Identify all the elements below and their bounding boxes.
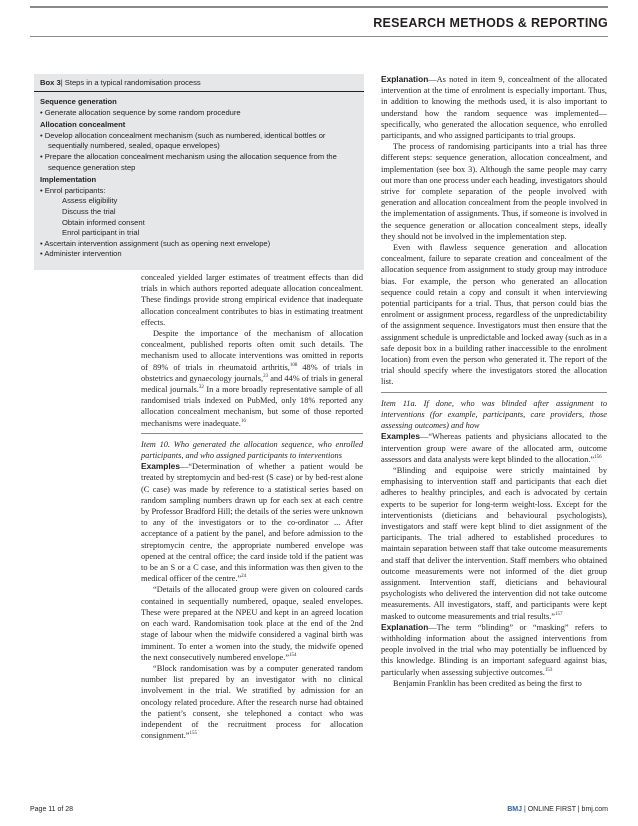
paragraph: Even with flawless sequence generation and allocation concealment, failure to separate creation and concealment of the allocation sequence from assignment to study group may introduce bias. For example, the person who generated an allocation sequence could retain a copy and consult it when interviewing potential participants for a trial. Thus, that person could bias the enrolment or assignment process, regardless of the unpredictability of the assignment sequence. Investigators must then ensure that the assignment schedule is unpredictable and locked away (such as in a safe deposit box in a building rather inaccessible to the enrolment location) from even the person who generated it. The report of the trial should specify where the investigators stored the allocation list. bbox=[381, 243, 607, 387]
text-run: —As noted in item 9, concealment of the allocated intervention at the time of enrolment is especially important. Thus, in addition to knowing the methods used, it is also important to understand how the random sequence was implemented—specifically, who generated the allocation sequence, who enrolled participants, and who assigned participants to trial groups. bbox=[381, 75, 607, 141]
footer-brand-line bbox=[507, 806, 608, 813]
item-10-heading bbox=[141, 439, 363, 461]
paragraph bbox=[381, 622, 607, 678]
header-bottom-rule bbox=[30, 36, 608, 37]
explanation-label: Explanation bbox=[381, 621, 429, 632]
citation: 154 bbox=[289, 652, 297, 658]
box-conceal-heading: Allocation concealment bbox=[40, 120, 126, 130]
citation: 153 bbox=[544, 667, 553, 673]
box-impl-enrol: • Enrol participants: bbox=[40, 185, 106, 195]
header-top-rule bbox=[30, 6, 608, 8]
right-column bbox=[381, 74, 607, 689]
paragraph bbox=[381, 74, 607, 141]
paragraph: Benjamin Franklin has been credited as being the first to bbox=[393, 678, 582, 688]
text-run: 48% of trials in obstetrics and gynaecology journals, bbox=[141, 362, 363, 383]
citation: 16 bbox=[240, 418, 246, 424]
text-run: “Details of the allocated group were given on coloured cards contained in sequentially numbered, opaque, sealed envelopes. These were prepared at the NPEU and kept in an agreed location on each ward. Randomisation took place at the end of the 2nd stage of labour when the midwife considered a vaginal birth was imminent. To enter a women into the study, the midwife opened the next consecutively numbered envelope.” bbox=[141, 585, 363, 662]
box-conceal-item: • Develop allocation concealment mechanism (such as numbered, identical bottles or sequentially numbered, sealed, opaque envelopes) bbox=[40, 130, 326, 151]
item-11a-text: Item 11a. If done, who was blinded after assignment to interventions (for example, participants, care providers, those assessing outcomes) and how bbox=[381, 398, 607, 431]
paragraph bbox=[141, 461, 363, 584]
paragraph: concealed yielded larger estimates of treatment effects than did trials in which authors reported adequate allocation concealment. These findings provide strong empirical evidence that inadequate allocation concealment contributes to bias in estimating treatment effects. bbox=[141, 273, 363, 327]
box-impl-sub-item: Enrol participant in trial bbox=[62, 228, 140, 238]
text-run: “Block randomisation was by a computer generated random number list prepared by an investigator with no clinical involvement in the trial. We stratified by admission for an oncology related procedure. After the research nurse had obtained the patient’s consent, she telephoned a contact who was independent of the recruitment process for allocation consignment.” bbox=[141, 663, 363, 741]
citation: 23 bbox=[263, 374, 269, 380]
footer-rest: | ONLINE FIRST | bmj.com bbox=[522, 806, 608, 813]
box-3-title-text: | Steps in a typical randomisation process bbox=[60, 78, 201, 87]
box-3-title bbox=[40, 78, 201, 89]
box-seq-item: • Generate allocation sequence by some random procedure bbox=[40, 107, 241, 117]
citation: 108 bbox=[289, 362, 298, 368]
citation: 24 bbox=[241, 574, 247, 580]
examples-label: Examples bbox=[141, 461, 180, 472]
box-3-body bbox=[40, 95, 358, 260]
text-run: —“Determination of whether a patient would be treated by streptomycin and bed-rest (S case) or by bed-rest alone (C case) was made by reference to a statistical series based on random sampling numbers drawn up for each sex at each centre by Professor Bradford Hill; the details of the series were unknown to any of the investigators or to the co-ordinator ... After acceptance of a patient by the panel, and before admission to the streptomycin centre, the appropriate numbered envelope was opened at the central office; the card inside told if the patient was to be an S or a C case, and this information was then given to the medical officer of the centre.” bbox=[141, 462, 363, 584]
item-11a-heading bbox=[381, 398, 607, 432]
box-3-label: Box 3 bbox=[40, 78, 61, 87]
middle-column bbox=[141, 272, 363, 741]
citation: 157 bbox=[555, 611, 563, 617]
citation: 155 bbox=[189, 731, 197, 737]
text-run: Despite the importance of the mechanism of allocation concealment, published reports often omit such details. The mechanism used to allocate interventions was omitted in reports of 89% of trials in rheumatoid arthritis, bbox=[141, 329, 363, 372]
paragraph bbox=[381, 431, 607, 465]
box-3-panel bbox=[34, 74, 364, 270]
paragraph bbox=[141, 584, 363, 662]
box-seq-heading: Sequence generation bbox=[40, 97, 117, 106]
box-impl-heading: Implementation bbox=[40, 175, 97, 185]
box-impl-item: • Administer intervention bbox=[40, 249, 122, 259]
text-run: and 44% of trials in general medical journals. bbox=[141, 373, 363, 395]
text-run: —The term “blinding” or “masking” refers to withholding information about the assigned interventions from people involved in the trial who may potentially be influenced by this knowledge. Blinding is an important safeguard against bias, particularly when assessing subjective outcomes. bbox=[381, 622, 607, 677]
text-run: In a more broadly representative sample of all randomised trials indexed on PubMed, only 18% reported any allocation concealment mechanism, but some of those reported mechanisms were inadequate. bbox=[141, 385, 363, 428]
box-3-rule bbox=[34, 91, 364, 92]
box-conceal-item: • Prepare the allocation concealment mechanism using the allocation sequence from the sequence generation step bbox=[40, 151, 337, 172]
box-impl-sub-item: Obtain informed consent bbox=[62, 217, 145, 227]
text-run: “Blinding and equipoise were strictly maintained by emphasising to intervention staff and participants that each diet adheres to healthy principles, and each is advocated by certain experts to be superior for long-term weight-loss. Except for the interventionists (dieticians and behavioural psychologists), investigators and staff were kept blind to diet assignment of the participants. The trial adhered to established procedures to maintain separation between staff that take outcome measurements and staff that deliver the intervention. Staff members who obtained outcome measurements were not informed of the diet group assignment. Intervention staff, dieticians and behavioural psychologists who delivered the intervention did not take outcome measurements. All investigators, staff, and participants were kept masked to outcome measurements and trial results.” bbox=[381, 465, 607, 621]
box-impl-item: • Ascertain intervention assignment (such as opening next envelope) bbox=[40, 238, 271, 248]
box-impl-sub-item: Discuss the trial bbox=[62, 206, 116, 216]
box-impl-sub-item: Assess eligibility bbox=[62, 196, 118, 206]
text-run: —“Whereas patients and physicians allocated to the intervention group were aware of the allocated arm, outcome assessors and data analysts were kept blinded to the allocation.” bbox=[381, 432, 607, 464]
page-number: Page 11 of 28 bbox=[30, 806, 74, 813]
explanation-label: Explanation bbox=[381, 74, 429, 84]
section-heading: RESEARCH METHODS & REPORTING bbox=[373, 16, 608, 30]
paragraph bbox=[381, 465, 607, 622]
brand-link[interactable]: BMJ bbox=[507, 806, 523, 813]
item-separator bbox=[141, 433, 363, 434]
citation: 32 bbox=[198, 385, 204, 391]
paragraph: The process of randomising participants into a trial has three different steps: sequence generation, allocation concealment, and implementation (see box 3). Although the same people may carry out more than one process under each heading, investigators should strive for complete separation of the people involved with generation and allocation concealment from the people involved in the implementation of assignments. Thus, if someone is involved in the sequence generation or allocation concealment steps, ideally they should not be involved in the implementation step. bbox=[381, 142, 607, 241]
examples-label: Examples bbox=[381, 431, 420, 442]
paragraph bbox=[141, 663, 363, 741]
item-separator bbox=[381, 392, 607, 393]
paragraph bbox=[141, 328, 363, 429]
item-10-text: Item 10. Who generated the allocation sequence, who enrolled participants, and who assigned participants to interventions bbox=[141, 439, 363, 461]
citation: 156 bbox=[594, 454, 602, 460]
